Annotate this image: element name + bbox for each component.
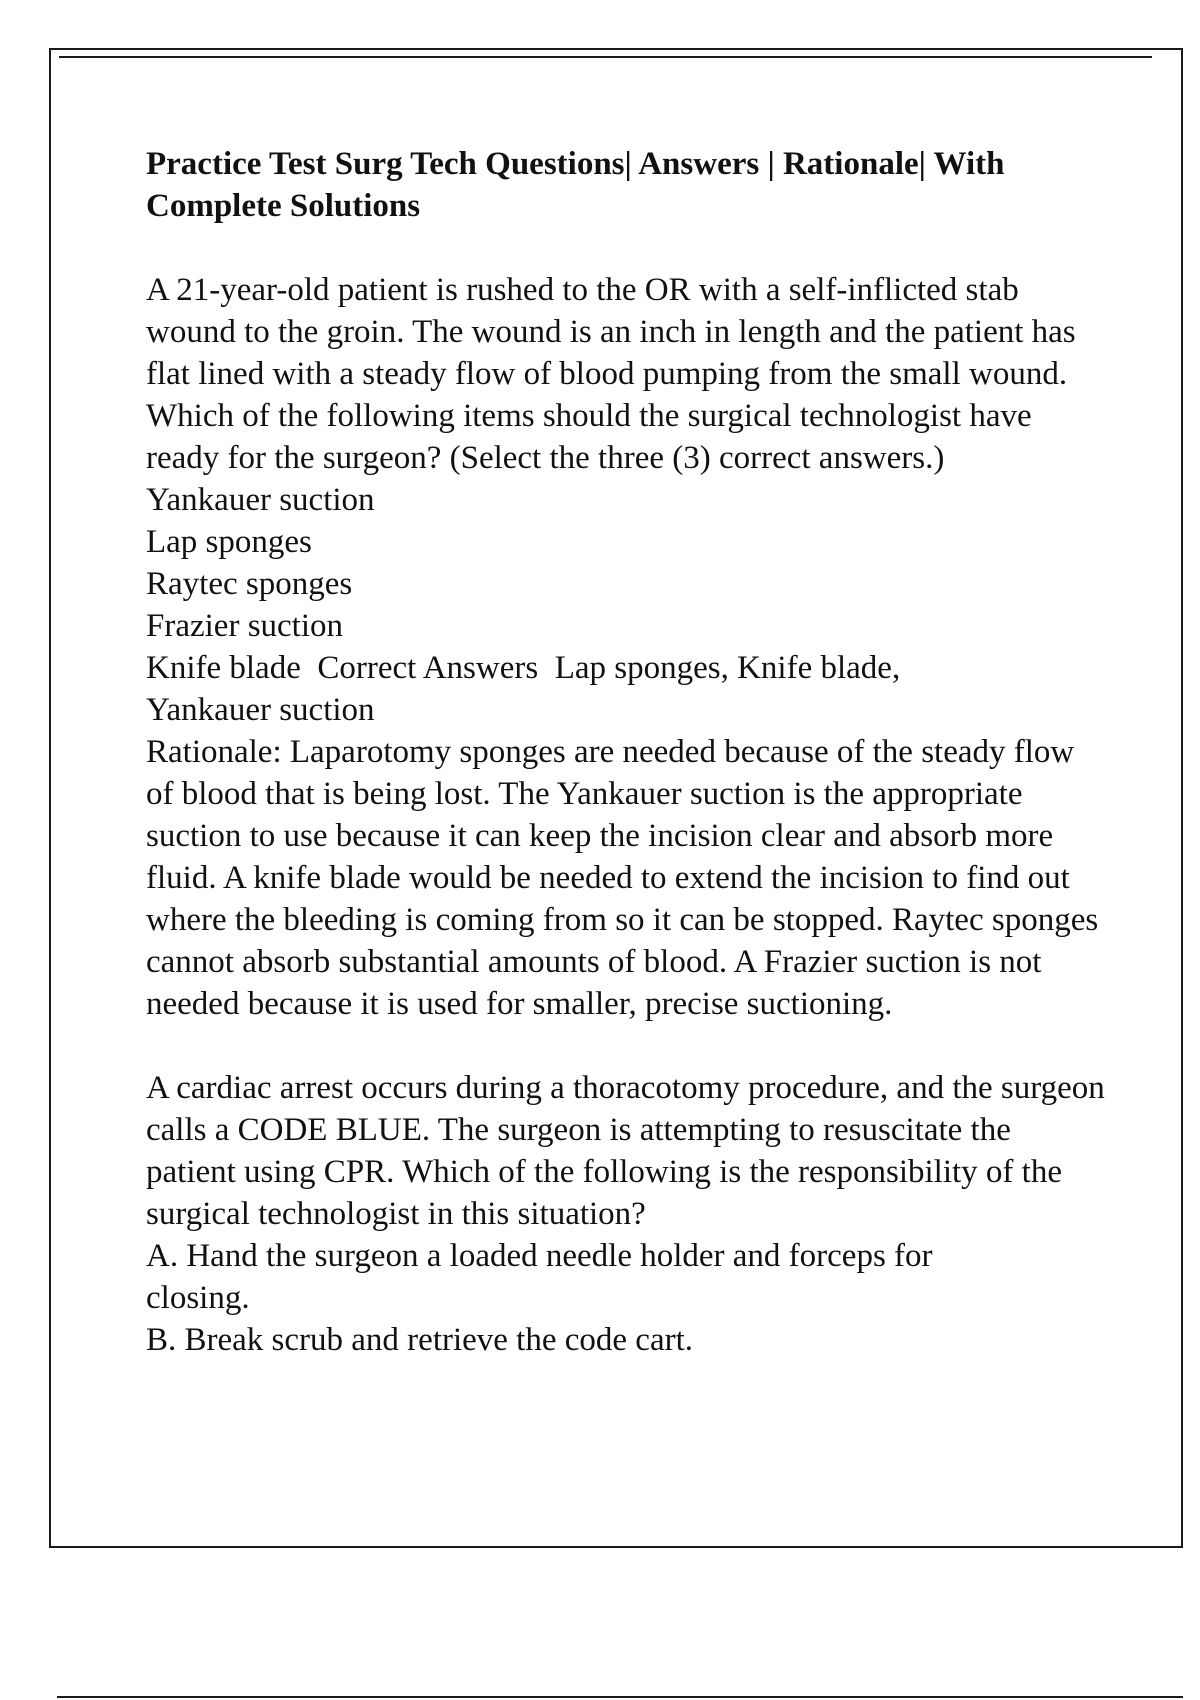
question-2-stem: A cardiac arrest occurs during a thoracotomy procedure, and the surgeon calls a CODE BLUE. The surgeon is attempting to resuscitate the patient using CPR. Which of the following is the responsibility of the surgical technologist in this situation? — [146, 1070, 1105, 1232]
bottom-rule — [57, 1696, 1183, 1698]
question-2-option-a: A. Hand the surgeon a loaded needle holder and forceps for closing. — [146, 1238, 941, 1316]
question-1-option-1: Yankauer suction — [146, 482, 375, 518]
question-1-rationale: Rationale: Laparotomy sponges are needed because of the steady flow of blood that is being lost. The Yankauer suction is the appropriate suction to use because it can keep the incision clear and absorb more fluid. A knife blade would be needed to extend the incision to find out where the bleeding is coming from so it can be stopped. Raytec sponges cannot absorb substantial amounts of blood. A Frazier suction is not needed because it is used for smaller, precise suctioning. — [146, 734, 1099, 1022]
question-1 — [146, 269, 1106, 1025]
question-1-option-4: Frazier suction — [146, 608, 344, 644]
question-2-option-b: B. Break scrub and retrieve the code cart. — [146, 1322, 693, 1358]
question-1-option-2: Lap sponges — [146, 524, 312, 560]
document-title: Practice Test Surg Tech Questions| Answers | Rationale| With Complete Solutions — [146, 146, 1005, 224]
question-1-option-3: Raytec sponges — [146, 566, 353, 602]
question-2 — [146, 1067, 1106, 1361]
question-1-stem: A 21-year-old patient is rushed to the OR with a self-inflicted stab wound to the groin. The wound is an inch in length and the patient has flat lined with a steady flow of blood pumping from the small wound. Which of the following items should the surgical technologist have ready for the surgeon? (Select the three (3) correct answers.) — [146, 272, 1076, 476]
question-1-option-5-with-answer: Knife blade Correct Answers Lap sponges, Knife blade, Yankauer suction — [146, 650, 908, 728]
top-rule — [59, 56, 1152, 58]
document-content — [146, 143, 1106, 1361]
